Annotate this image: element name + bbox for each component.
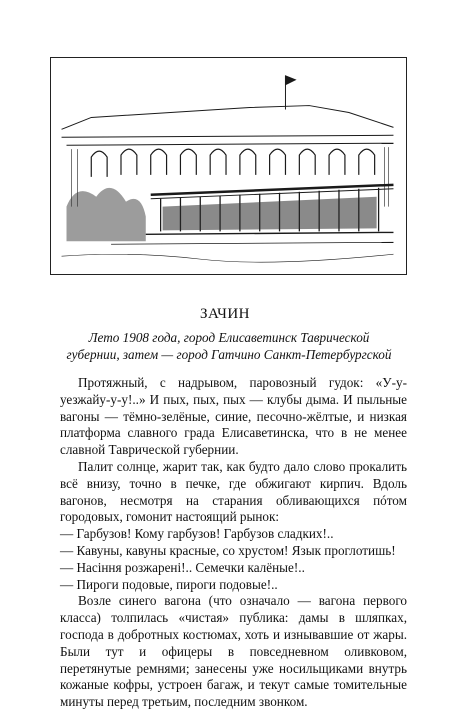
dialogue-line: — Гарбузов! Кому гарбузов! Гарбузов сладких!.. [60, 526, 334, 542]
paragraph: Возле синего вагона (что означало — вагона первого класса) толпилась «чистая» публика: дамы в шляпках, господа в добротных костюмах, хоть и изнывавшие от жары. Были тут и офицеры в повседневном оливковом, перетянутые ремнями; занесены уже носильщиками внутрь кожаные кофры, устроен багаж, и текут самые томительные минуты перед третьим, последним звонком. [60, 593, 407, 710]
chapter-subtitle: Лето 1908 года, город Елисаветинск Таврической губернии, затем — город Гатчино Санкт-Петербургской [66, 330, 392, 362]
railway-station-drawing [51, 58, 406, 274]
paragraph: Палит солнце, жарит так, как будто дало слово прокалить всё внизу, точно в печке, где обжигают кирпич. Вдоль вагонов, несмотря на старания обливающихся пóтом городовых, гомонит настоящий рынок: [60, 458, 407, 525]
dialogue-line: — Насіння розжарені!.. Семечки калёные!.. [60, 559, 305, 575]
dialogue-line: — Кавуны, кавуны красные, со хрустом! Язык проглотишь! [60, 542, 396, 558]
paragraph: Протяжный, с надрывом, паровозный гудок: «У-у-уезжайу-у-у!..» И пых, пых, пых — клубы дыма. И пыльные вагоны — тёмно-зелёные, синие, песочно-жёлтые, и низкая платформа славного града Елисаветинска, что в не менее славной Таврической губернии. [60, 375, 407, 458]
dialogue-line: — Пироги подовые, пироги подовые!.. [60, 576, 278, 592]
chapter-title: ЗАЧИН [200, 306, 250, 322]
chapter-body [60, 375, 407, 711]
station-illustration [50, 57, 407, 275]
